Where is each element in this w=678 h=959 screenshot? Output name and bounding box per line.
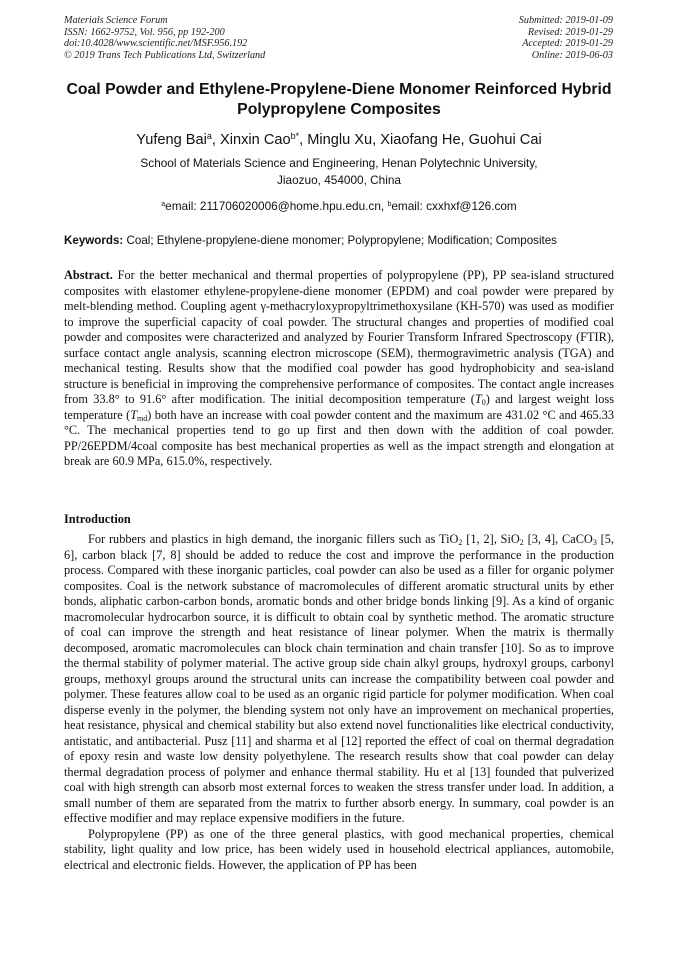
journal-name: Materials Science Forum xyxy=(64,15,168,26)
symbol-tmd: T xyxy=(130,407,138,422)
symbol-subscript: md xyxy=(137,413,148,423)
keywords-label: Keywords: xyxy=(64,234,124,247)
keywords-text: Coal; Ethylene-propylene-diene monomer; Polypropylene; Modification; Composites xyxy=(123,234,557,247)
affiliation-line: School of Materials Science and Engineering, Henan Polytechnic University, xyxy=(140,156,538,170)
author-emails xyxy=(40,197,638,214)
abstract-text: ) and largest weight loss temperature ( xyxy=(64,392,614,422)
introduction-body xyxy=(64,532,614,873)
author-name: Yufeng Bai xyxy=(136,132,207,148)
section-heading-introduction: Introduction xyxy=(64,512,131,526)
author-separator: , xyxy=(211,132,221,148)
author-name: Xinxin Cao xyxy=(220,132,291,148)
journal-header-left xyxy=(64,15,265,61)
doi-line: doi:10.4028/www.scientific.net/MSF.956.192 xyxy=(64,38,248,49)
affiliation-line: Jiaozuo, 454000, China xyxy=(277,173,401,187)
author-list xyxy=(40,127,638,149)
abstract-text: For the better mechanical and thermal properties of polypropylene (PP), PP sea-island structured composites with elastomer ethylene-propylene-diene monomer (EPDM) and coal powder were prepared by melt-blending method. Coupling agent γ-methacryloxypropyltrimethoxysilane (KH-570) was used as modifier to improve the superficial capacity of coal powder. The structural changes and properties of modified coal powder and composites were characterized and analyzed by Fourier Transform Infrared Spectroscopy (FTIR), surface contact angle analysis, scanning electron microscope (SEM), thermogravimetric analysis (TGA) and mechanical testing. Results show that the modified coal powder has good hydrophobicity and sea-island structure is beneficial in improving the comprehensive performance of composites. The contact angle increases from 33.8° to 91.6° after modification. The initial decomposition temperature ( xyxy=(64,268,614,406)
email-text: email: cxxhxf@126.com xyxy=(391,199,517,213)
email-superscript: b xyxy=(387,201,392,208)
copyright-line: © 2019 Trans Tech Publications Ltd, Switzerland xyxy=(64,49,266,61)
paragraph-text: For rubbers and plastics in high demand, the inorganic fillers such as TiO xyxy=(88,532,459,546)
keywords xyxy=(64,233,614,248)
email-superscript: a xyxy=(161,201,166,208)
paragraph xyxy=(64,532,614,827)
issn-line: ISSN: 1662-9752, Vol. 956, pp 192-200 xyxy=(64,26,225,38)
paragraph: Polypropylene (PP) as one of the three general plastics, with good mechanical properties, chemical stability, light quality and low price, has been widely used in household electrical appliances, automobile, electrical and electronic fields. However, the application of PP has been xyxy=(64,826,614,872)
chem-subscript: 2 xyxy=(458,538,463,547)
chem-subscript: 2 xyxy=(519,538,524,547)
author-superscript: a xyxy=(206,131,212,141)
submitted-date: Submitted: 2019-01-09 xyxy=(518,15,613,26)
paragraph-text: [5, 6], carbon black [7, 8] should be added to reduce the cost and improve the performance in the production process. Compared with these inorganic particles, coal powder can also be used as a filler for organic polymer composites. Coal is the network substance of macromolecules of different aromatic structural units by ether bonds, aliphatic carbon-carbon bonds, aromatic bonds and other bridge bonds linking [9]. As a kind of organic macromolecular hydrocarbon source, it is difficult to obtain coal by synthetic method. The aromatic structure of coal can improve the strength and heat resistance of linear polymer. When the matrix is thermally decomposed, aromatic macromolecules can block chain termination and chain transfer [10]. So as to improve the thermal stability of polymer material. The active group side chain alkyl groups, hydroxyl groups, carbonyl groups, methoxyl groups around the structural units can increase the compatibility between coal powder and polymer. These features allow coal to be used as an organic rigid particle for polymer modification. When coal disperse evenly in the polymer, the blending system not only have an improvement on mechanical properties, heat resistance, physical and chemical stability but also extend novel functionalities like electrical conductivity, antistatic, and antibacterial. Pusz [11] and sharma et al [12] reported the effect of coal on thermal degradation of epoxy resin and waste low density polyethylene. The research results show that coal powder can delay thermal degradation process of polymer and enhance thermal stability. Hu et al [13] founded that pulverized coal with high strength can absorb most external forces to weaken the stress transfer under load. In addition, a small number of them are separated from the matrix to further absorb energy. In summary, coal powder is an effective modifier and may replace expensive modifiers in the future. xyxy=(64,532,615,825)
author-names-rest: , Minglu Xu, Xiaofang He, Guohui Cai xyxy=(299,132,542,148)
symbol-t0: T xyxy=(474,392,482,406)
journal-header-right xyxy=(519,15,613,61)
paragraph-text: [3, 4], CaCO xyxy=(523,532,593,546)
abstract-label: Abstract. xyxy=(64,268,113,282)
paper-title: Coal Powder and Ethylene-Propylene-Diene Monomer Reinforced Hybrid Polypropylene Composites xyxy=(66,81,612,118)
abstract-text: ) both have an increase with coal powder content and the maximum are 431.02 °C and 465.33 °C. The mechanical properties tend to go up first and then down with the addition of coal powder. PP/26EPDM/4coal composite has best mechanical properties as well as the impact strength and elongation at break are 60.9 MPa, 615.0%, respectively. xyxy=(64,407,614,468)
affiliation xyxy=(80,155,598,189)
accepted-date: Accepted: 2019-01-29 xyxy=(522,38,613,49)
online-date: Online: 2019-06-03 xyxy=(531,49,613,61)
abstract xyxy=(64,268,614,470)
revised-date: Revised: 2019-01-29 xyxy=(527,26,613,38)
email-text: email: 211706020006@home.hpu.edu.cn, xyxy=(165,199,388,213)
chem-subscript: 3 xyxy=(592,538,597,547)
symbol-subscript: 0 xyxy=(481,398,486,407)
author-superscript: b* xyxy=(290,131,300,141)
paragraph-text: [1, 2], SiO xyxy=(462,532,520,546)
